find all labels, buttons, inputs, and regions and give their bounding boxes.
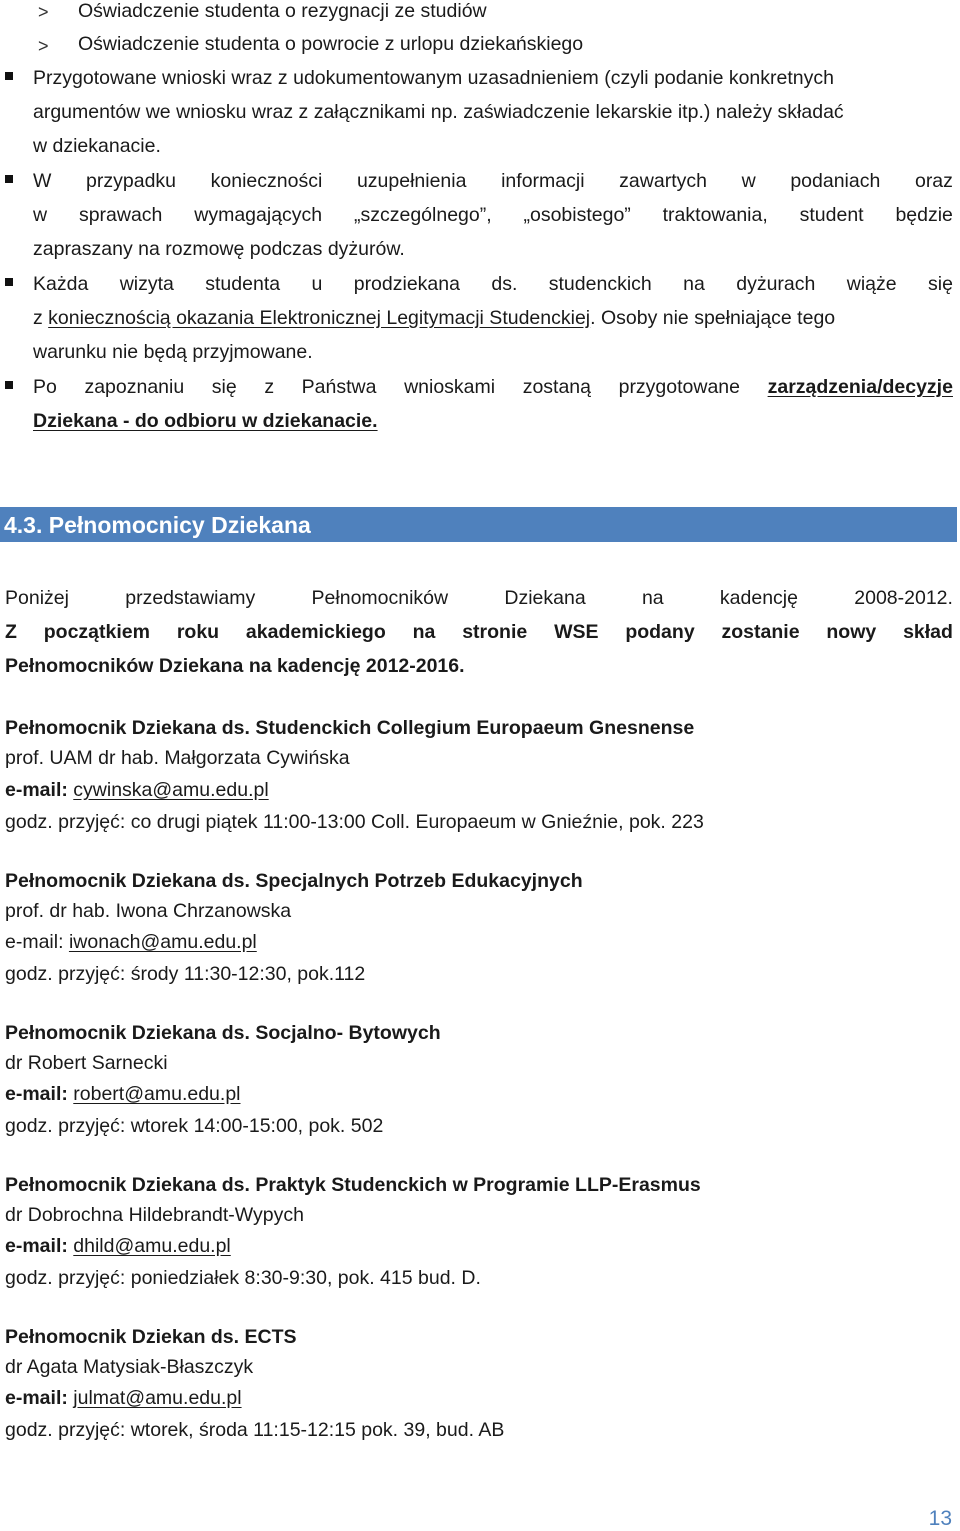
word: traktowania, (662, 204, 768, 226)
word: kadencję (719, 587, 798, 609)
word: oraz (914, 170, 953, 192)
word: studenckich (548, 273, 652, 295)
email-link[interactable]: dhild@amu.edu.pl (73, 1235, 231, 1257)
word: Każda (33, 273, 89, 295)
paragraph-line (33, 169, 953, 193)
word: 2008-2012. (854, 587, 953, 609)
arrow-bullet-icon: > (38, 2, 49, 22)
intro-line: Pełnomocników Dziekana na kadencję 2012-2016. (5, 655, 465, 677)
plenipotentiary-title: Pełnomocnik Dziekana ds. Studenckich Collegium Europaeum Gnesnense (5, 717, 695, 739)
paragraph-line: Przygotowane wnioski wraz z udokumentowanym uzasadnieniem (czyli podanie konkretnych (33, 67, 834, 89)
word: student (799, 204, 864, 226)
word: w (33, 204, 48, 226)
square-bullet-icon (5, 72, 13, 80)
word: się (928, 273, 953, 295)
email-label: e-mail: (5, 1083, 74, 1105)
email-label: e-mail: (5, 931, 69, 953)
word: Z (5, 621, 17, 643)
word: na (641, 587, 664, 609)
intro-line (5, 620, 953, 644)
email-row (5, 778, 269, 802)
word: w (741, 170, 756, 192)
word: Po (33, 376, 57, 398)
email-label: e-mail: (5, 1387, 74, 1409)
word: się (211, 376, 237, 398)
plenipotentiary-name: dr Dobrochna Hildebrandt-Wypych (5, 1204, 304, 1226)
office-hours: godz. przyjęć: wtorek, środa 11:15-12:15 pok. 39, bud. AB (5, 1419, 505, 1441)
plenipotentiary-name: dr Robert Sarnecki (5, 1052, 168, 1074)
word: WSE (554, 621, 599, 643)
word: podaniach (790, 170, 881, 192)
email-label: e-mail: (5, 1235, 74, 1257)
paragraph-line (33, 375, 953, 399)
word: roku (176, 621, 220, 643)
word: przedstawiamy (125, 587, 256, 609)
word: skład (903, 621, 953, 643)
intro-line (5, 586, 953, 610)
word: na (683, 273, 705, 295)
word: przygotowane (618, 376, 741, 398)
word: uzupełnienia (356, 170, 467, 192)
word: zapoznaniu (84, 376, 185, 398)
word: początkiem (43, 621, 150, 643)
paragraph-line (33, 272, 953, 296)
word: Pełnomocników (311, 587, 449, 609)
word: wnioskami (404, 376, 496, 398)
word: wymagających (194, 204, 323, 226)
legitymacja-link: koniecznością okazania Elektronicznej Legitymacji Studenckiej (48, 307, 591, 329)
word: zawartych (619, 170, 707, 192)
square-bullet-icon (5, 278, 13, 286)
word: będzie (895, 204, 953, 226)
word: z (264, 376, 275, 398)
text: z (33, 307, 49, 329)
word: Poniżej (5, 587, 69, 609)
plenipotentiary-name: dr Agata Matysiak-Błaszczyk (5, 1356, 254, 1378)
plenipotentiary-name: prof. UAM dr hab. Małgorzata Cywińska (5, 747, 350, 769)
word: „szczególnego”, (353, 204, 492, 226)
email-link[interactable]: cywinska@amu.edu.pl (73, 779, 269, 801)
email-link[interactable]: iwonach@amu.edu.pl (68, 931, 257, 953)
word: prodziekana (353, 273, 460, 295)
word: W (33, 170, 52, 192)
word: zostaną (522, 376, 591, 398)
plenipotentiary-title: Pełnomocnik Dziekana ds. Socjalno- Bytowych (5, 1022, 441, 1044)
office-hours: godz. przyjęć: środy 11:30-12:30, pok.112 (5, 963, 366, 985)
list-item: Oświadczenie studenta o powrocie z urlopu dziekańskiego (78, 33, 584, 55)
list-item: Oświadczenie studenta o rezygnacji ze studiów (78, 0, 487, 22)
plenipotentiary-title: Pełnomocnik Dziekan ds. ECTS (5, 1326, 297, 1348)
word: akademickiego (245, 621, 386, 643)
arrow-bullet-icon: > (38, 36, 49, 56)
word: „osobistego” (523, 204, 631, 226)
decisions-link-continued: Dziekana - do odbioru w dziekanacie. (33, 410, 378, 432)
section-header: 4.3. Pełnomocnicy Dziekana (0, 507, 957, 542)
word: sprawach (78, 204, 163, 226)
paragraph-line (33, 203, 953, 227)
word: konieczności (210, 170, 323, 192)
email-row (5, 1082, 241, 1106)
email-label: e-mail: (5, 779, 74, 801)
word: studenta (205, 273, 281, 295)
email-row (5, 1234, 231, 1258)
paragraph-line: zapraszany na rozmowę podczas dyżurów. (33, 238, 405, 260)
word: ds. (491, 273, 518, 295)
plenipotentiary-title: Pełnomocnik Dziekana ds. Specjalnych Potrzeb Edukacyjnych (5, 870, 583, 892)
paragraph-line (33, 306, 835, 330)
word: podany (625, 621, 695, 643)
page-number: 13 (928, 1507, 952, 1530)
text: . Osoby nie spełniające tego (590, 307, 836, 329)
word: dyżurach (736, 273, 816, 295)
paragraph-line: w dziekanacie. (33, 135, 161, 157)
word: Dziekana (504, 587, 586, 609)
office-hours: godz. przyjęć: poniedziałek 8:30-9:30, pok. 415 bud. D. (5, 1267, 481, 1289)
word: wizyta (119, 273, 174, 295)
plenipotentiary-title: Pełnomocnik Dziekana ds. Praktyk Studenckich w Programie LLP-Erasmus (5, 1174, 701, 1196)
email-link[interactable]: julmat@amu.edu.pl (73, 1387, 242, 1409)
word: nowy (826, 621, 877, 643)
email-row (5, 1386, 242, 1410)
word: Państwa (301, 376, 377, 398)
decisions-link: zarządzenia/decyzje (767, 376, 953, 398)
word: na (412, 621, 436, 643)
plenipotentiary-name: prof. dr hab. Iwona Chrzanowska (5, 900, 292, 922)
paragraph-line: argumentów we wniosku wraz z załącznikami np. zaświadczenie lekarskie itp.) należy składać (33, 101, 844, 123)
paragraph-line: warunku nie będą przyjmowane. (33, 341, 313, 363)
word: u (311, 273, 323, 295)
word: wiąże (846, 273, 897, 295)
word: informacji (501, 170, 585, 192)
square-bullet-icon (5, 381, 13, 389)
office-hours: godz. przyjęć: wtorek 14:00-15:00, pok. 502 (5, 1115, 384, 1137)
word: przypadku (86, 170, 177, 192)
square-bullet-icon (5, 175, 13, 183)
office-hours: godz. przyjęć: co drugi piątek 11:00-13:00 Coll. Europaeum w Gnieźnie, pok. 223 (5, 811, 704, 833)
word: zostanie (721, 621, 800, 643)
word: stronie (462, 621, 528, 643)
email-link[interactable]: robert@amu.edu.pl (73, 1083, 241, 1105)
email-row (5, 930, 257, 954)
